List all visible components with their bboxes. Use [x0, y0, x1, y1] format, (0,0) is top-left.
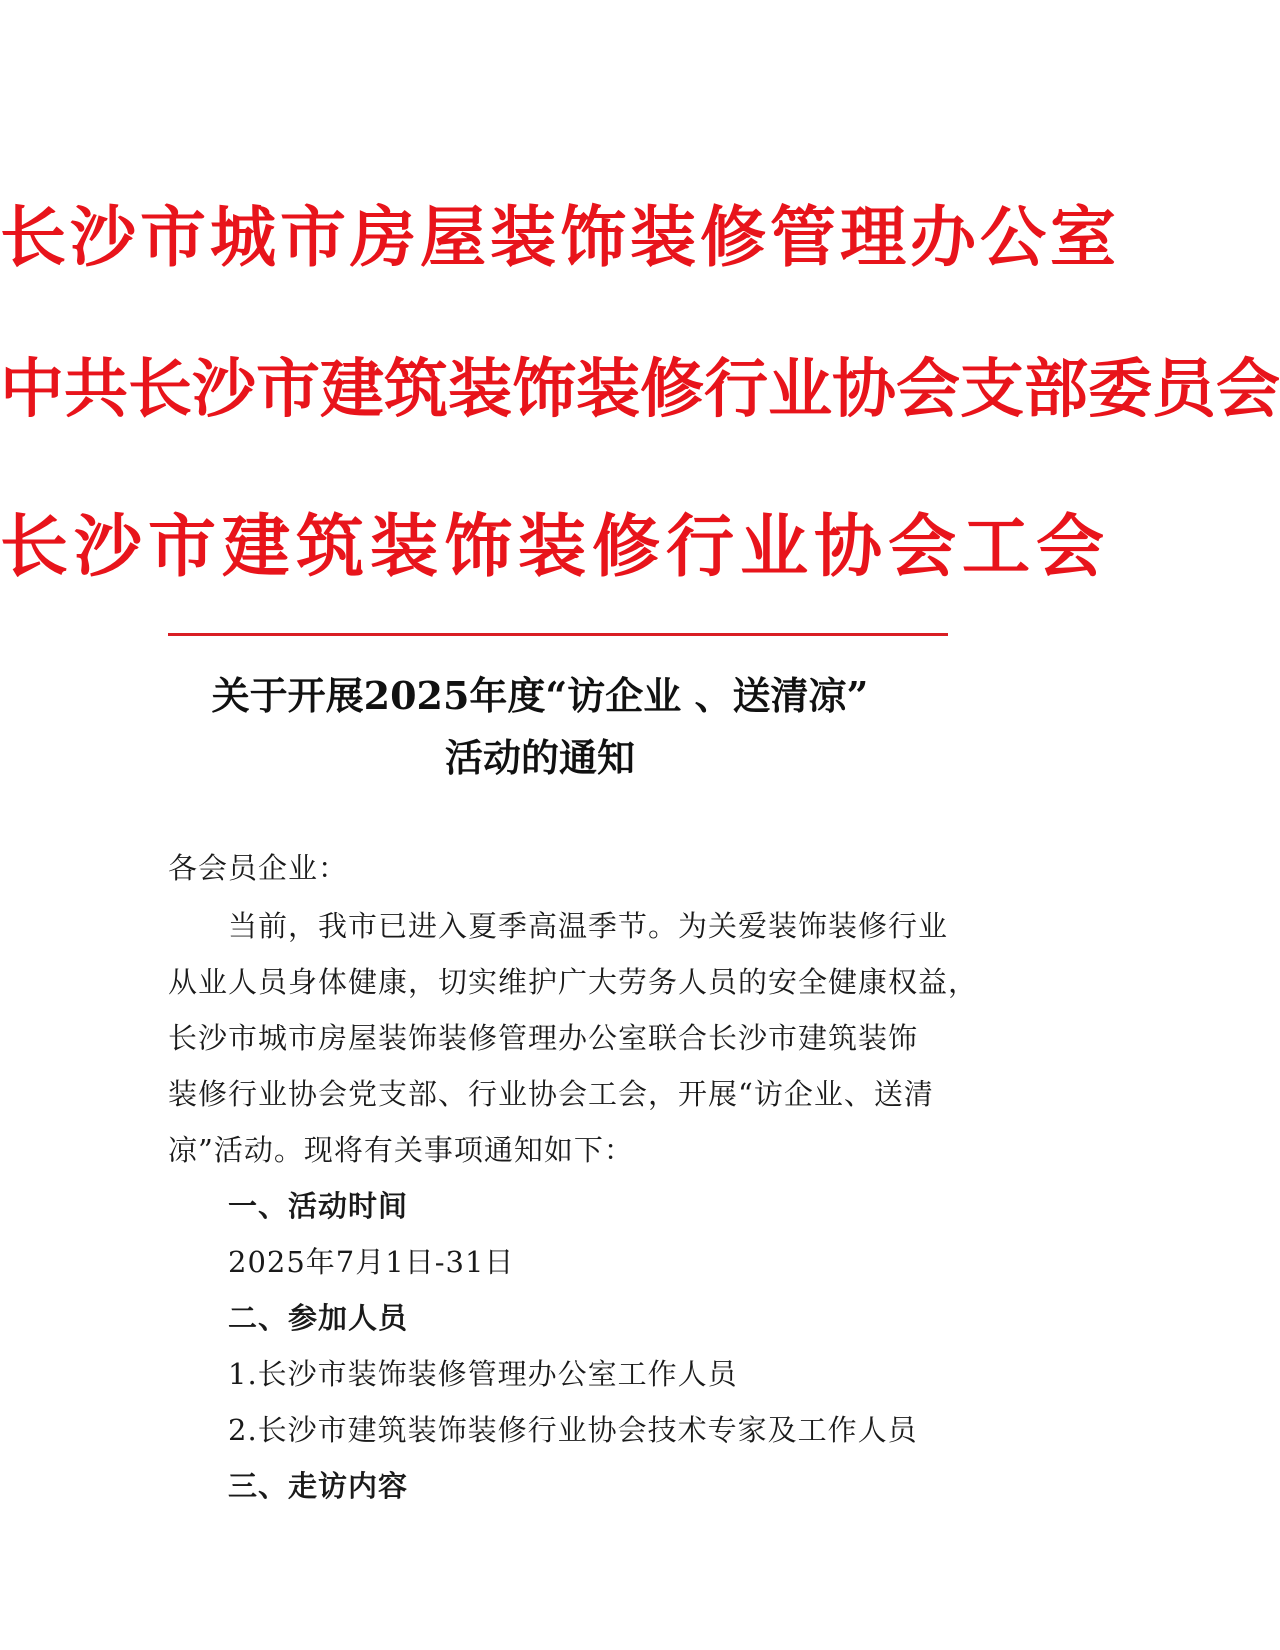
issuer-name-2: 中共长沙市建筑装饰装修行业协会支部委员会 [0, 353, 1280, 427]
intro-line-1: 当前，我市已进入夏季高温季节。为关爱装饰装修行业 [228, 909, 949, 943]
intro-line-2: 从业人员身体健康，切实维护广大劳务人员的安全健康权益， [168, 965, 979, 999]
issuer-name-3: 长沙市建筑装饰装修行业协会工会 [0, 508, 1111, 587]
activity-date: 2025年7月1日-31日 [228, 1245, 515, 1279]
section-heading-time: 一、活动时间 [228, 1189, 409, 1223]
issuer-name-1: 长沙市城市房屋装饰装修管理办公室 [0, 199, 1120, 276]
participant-item-1: 1.长沙市装饰装修管理办公室工作人员 [228, 1357, 738, 1391]
intro-line-3: 长沙市城市房屋装饰装修管理办公室联合长沙市建筑装饰 [168, 1021, 919, 1055]
red-header-divider [168, 633, 948, 636]
intro-line-5: 凉”活动。现将有关事项通知如下： [168, 1133, 634, 1167]
section-heading-participants: 二、参加人员 [228, 1301, 409, 1335]
notice-title-line-2: 活动的通知 [444, 735, 635, 780]
notice-title-line-1: 关于开展2025年度“访企业 、送清凉” [211, 673, 869, 718]
intro-line-4: 装修行业协会党支部、行业协会工会，开展“访企业、送清 [168, 1077, 934, 1111]
participant-item-2: 2.长沙市建筑装饰装修行业协会技术专家及工作人员 [228, 1413, 918, 1447]
salutation: 各会员企业： [168, 851, 349, 885]
section-heading-visit-content: 三、走访内容 [228, 1469, 409, 1503]
